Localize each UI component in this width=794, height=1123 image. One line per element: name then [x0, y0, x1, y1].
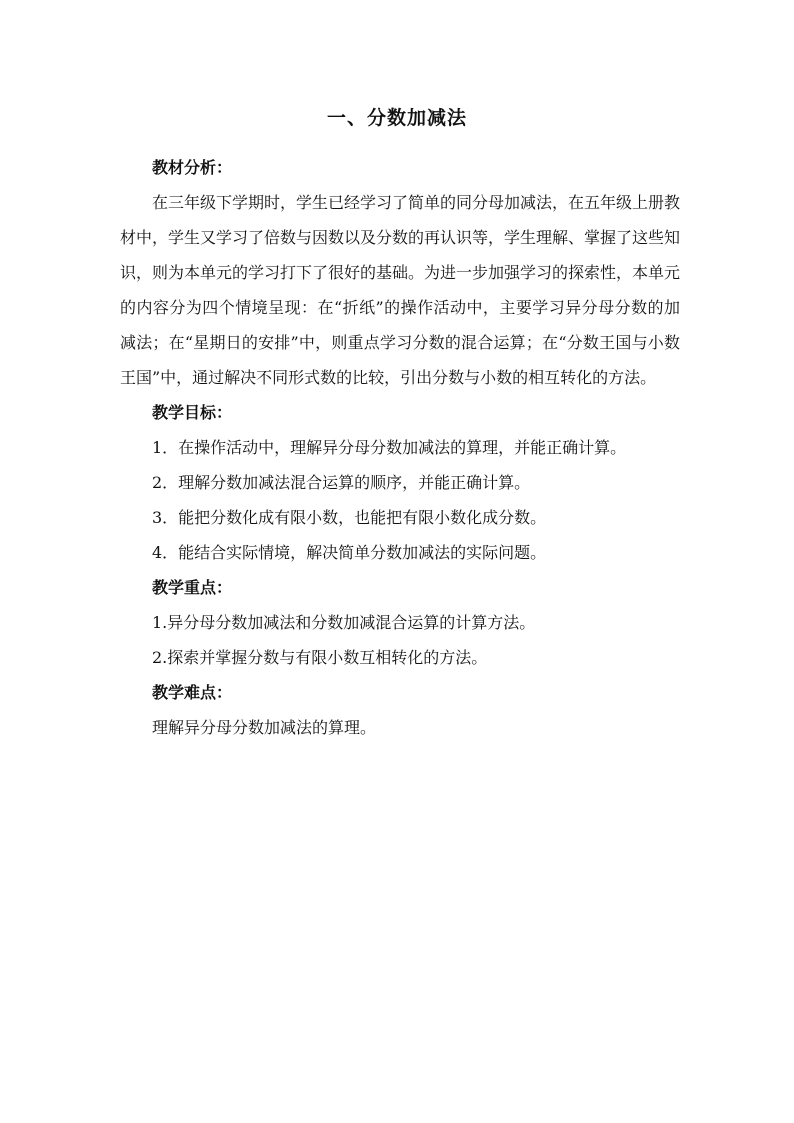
difficulty-text: 理解异分母分数加减法的算理。: [152, 718, 377, 737]
document-body: [120, 150, 680, 745]
key-point-item-2: 2.探索并掌握分数与有限小数互相转化的方法。: [152, 648, 488, 667]
section-heading-goals: 教学目标：: [152, 403, 233, 422]
key-point-item-1: 1.异分母分数加减法和分数加减混合运算的计算方法。: [152, 613, 536, 632]
section-heading-analysis: 教材分析：: [152, 158, 233, 177]
goal-item-1: 1．在操作活动中，理解异分母分数加减法的算理，并能正确计算。: [152, 438, 627, 457]
section-heading-difficulties: 教学难点：: [152, 683, 233, 702]
goal-item-4: 4．能结合实际情境，解决简单分数加减法的实际问题。: [152, 543, 547, 562]
section-heading-key-points: 教学重点：: [152, 578, 233, 597]
document-title: 一、分数加减法: [326, 107, 467, 129]
goal-item-2: 2．理解分数加减法混合运算的顺序，并能正确计算。: [152, 473, 531, 492]
analysis-paragraph: 在三年级下学期时，学生已经学习了简单的同分母加减法，在五年级上册教材中，学生又学习了倍数与因数以及分数的再认识等，学生理解、掌握了这些知识，则为本单元的学习打下了很好的基础。为进一步加强学习的探索性，本单元的内容分为四个情境呈现：在“折纸”的操作活动中，主要学习异分母分数的加减法；在“星期日的安排”中，则重点学习分数的混合运算；在“分数王国与小数王国”中，通过解决不同形式数的比较，引出分数与小数的相互转化的方法。: [120, 193, 681, 387]
goal-item-3: 3．能把分数化成有限小数，也能把有限小数化成分数。: [152, 508, 547, 527]
